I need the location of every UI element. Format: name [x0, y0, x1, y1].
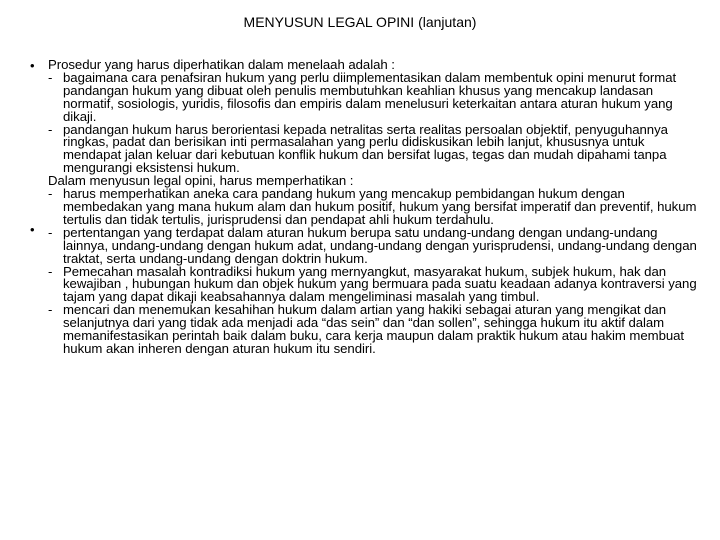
sub-item-text: pertentangan yang terdapat dalam aturan hukum berupa satu undang-undang dengan undang-undang lainnya, undang-undang dengan hukum adat, undang-undang dengan yurisprudensi, undang-undang dengan traktat, serta undang-undang dengan doktrin hukum.	[63, 224, 697, 266]
sub-item-text: mencari dan menemukan kesahihan hukum dalam artian yang hakiki sebagai aturan yang mengikat dan selanjutnya dari yang tidak ada menjadi ada “das sein” dan “dan sollen”, sehingga hukum itu aktif dalam memanifestasikan perintah baik dalam buku, cara kerja maupun dalam praktik hukum atau hakim membuat hukum akan inheren dengan aturan hukum itu sendiri.	[63, 302, 685, 356]
slide-title: MENYUSUN LEGAL OPINI (lanjutan)	[243, 14, 477, 30]
sub-item-text: bagaimana cara penafsiran hukum yang perlu diimplementasikan dalam membentuk opini menurut format pandangan hukum yang dibuat oleh penulis membutuhkan keahlian khusus yang mencakup landasan normatif, sosiologis, yuridis, filosofis dan empiris dalam menelusuri keterkaitan antara aturan hukum yang dikaji.	[63, 69, 677, 124]
sub-item-text: harus memperhatikan aneka cara pandang hukum yang mencakup pembidangan hukum dengan membedakan yang mana hukum alam dan hukum positif, hukum yang bersifat imperatif dan preventif, hukum tertulis dan tidak tertulis, jurisprudensi dan pendapat ahli hukum terdahulu.	[63, 186, 697, 227]
bullet-marker: •	[30, 58, 35, 73]
dash-marker: -	[48, 121, 53, 137]
bullet-1-text: Prosedur yang harus diperhatikan dalam menelaah adalah :	[48, 57, 395, 72]
bullet-marker: •	[30, 222, 35, 237]
dash-marker: -	[48, 263, 53, 279]
sub-item-text: pandangan hukum harus berorientasi kepada netralitas serta realitas persoalan objektif, penyuguhannya ringkas, padat dan berisikan inti permasalahan yang perlu didiskusikan lebih lanjut, khususnya untuk mendapat jalan keluar dari kebutuan konflik hukum dan bersifat lugas, tegas dan mudah dipahami tanpa mengurangi eksistensi hukum.	[63, 121, 668, 176]
sub-item	[48, 121, 698, 176]
sub-item	[48, 188, 698, 227]
sub-item	[48, 304, 698, 356]
sub-item-text: Pemecahan masalah kontradiksi hukum yang mernyangkut, masyarakat hukum, subjek hukum, hak dan kewajiban , hubungan hukum dan objek hukum yang bermuara pada suatu keadaan adanya kontraversi yang tajam yang dapat dikaji keabsahannya dalam mengeliminasi masalah yang timbul.	[63, 263, 697, 305]
dash-marker: -	[48, 302, 53, 318]
dash-marker: -	[48, 224, 53, 240]
sub-item	[48, 69, 698, 124]
content-body	[48, 59, 698, 356]
bullet-2-text: Dalam menyusun legal opini, harus memperhatikan :	[48, 173, 354, 189]
sub-item	[48, 224, 698, 266]
dash-marker: -	[48, 69, 53, 85]
sub-item	[48, 263, 698, 305]
dash-marker: -	[48, 186, 53, 202]
